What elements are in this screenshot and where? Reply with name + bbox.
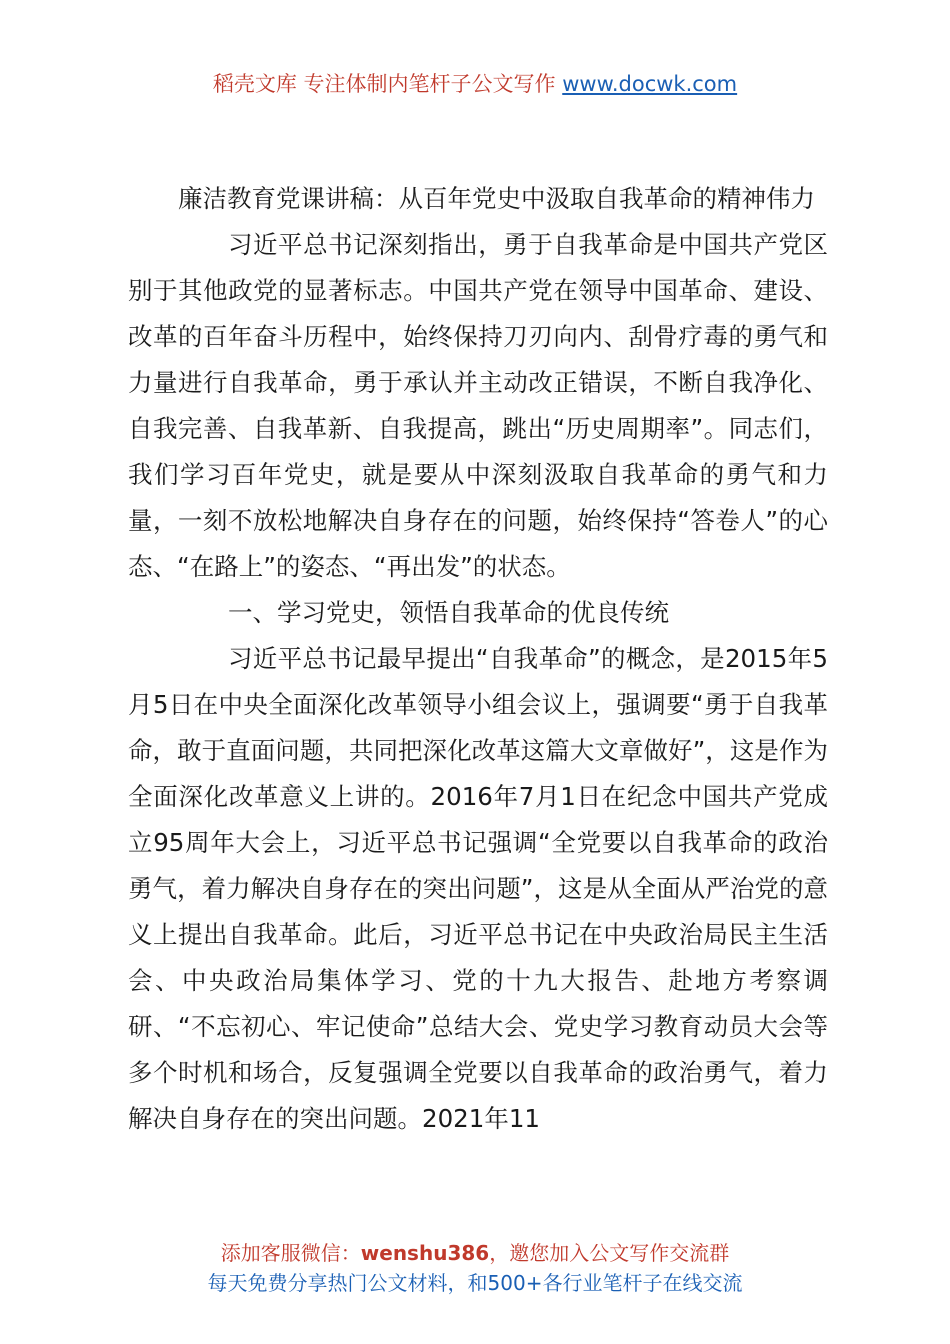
section-heading-1: 一、学习党史，领悟自我革命的优良传统 bbox=[228, 598, 669, 627]
document-body bbox=[128, 176, 828, 1142]
footer-contact-suffix: ，邀您加入公文写作交流群 bbox=[489, 1241, 730, 1265]
footer-contact-prefix: 添加客服微信： bbox=[220, 1241, 361, 1265]
paragraph-intro: 习近平总书记深刻指出，勇于自我革命是中国共产党区别于其他政党的显著标志。中国共产党在领导中国革命、建设、改革的百年奋斗历程中，始终保持刀刃向内、刮骨疗毒的勇气和力量进行自我革命，勇于承认并主动改正错误，不断自我净化、自我完善、自我革新、自我提高，跳出“历史周期率”。同志们，我们学习百年党史，就是要从中深刻汲取自我革命的勇气和力量，一刻不放松地解决自身存在的问题，始终保持“答卷人”的心态、“在路上”的姿态、“再出发”的状态。 bbox=[128, 230, 828, 581]
footer-promo-line: 每天免费分享热门公文材料，和500+各行业笔杆子在线交流 bbox=[207, 1271, 743, 1295]
site-slogan: 稻壳文库 专注体制内笔杆子公文写作 bbox=[212, 72, 556, 96]
footer-contact-line bbox=[0, 1238, 950, 1268]
page-footer bbox=[0, 1238, 950, 1298]
site-url-link[interactable]: www.docwk.com bbox=[562, 72, 738, 96]
page-header bbox=[0, 68, 950, 98]
paragraph-section-1: 习近平总书记最早提出“自我革命”的概念，是2015年5月5日在中央全面深化改革领导小组会议上，强调要“勇于自我革命，敢于直面问题，共同把深化改革这篇大文章做好”，这是作为全面深化改革意义上讲的。2016年7月1日在纪念中国共产党成立95周年大会上，习近平总书记强调“全党要以自我革命的政治勇气，着力解决自身存在的突出问题”，这是从全面从严治党的意义上提出自我革命。此后，习近平总书记在中央政治局民主生活会、中央政治局集体学习、党的十九大报告、赴地方考察调研、“不忘初心、牢记使命”总结大会、党史学习教育动员大会等多个时机和场合，反复强调全党要以自我革命的政治勇气，着力解决自身存在的突出问题。2021年11 bbox=[128, 644, 828, 1133]
wechat-id: wenshu386 bbox=[360, 1241, 490, 1265]
document-title: 廉洁教育党课讲稿：从百年党史中汲取自我革命的精神伟力 bbox=[178, 184, 815, 213]
